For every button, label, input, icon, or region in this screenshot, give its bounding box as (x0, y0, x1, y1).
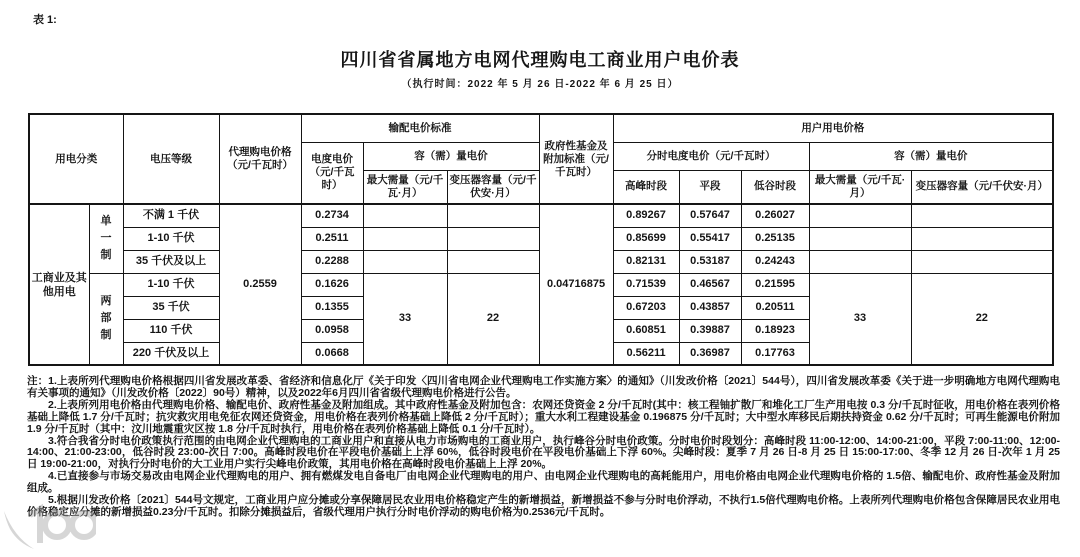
empty-cell (363, 250, 447, 273)
header-user-price: 用户用电价格 (613, 114, 1053, 142)
header-capacity-price: 容（需）量电价 (363, 142, 539, 170)
flat-price-cell: 0.46567 (679, 273, 741, 296)
flat-price-cell: 0.43857 (679, 296, 741, 319)
price-table (28, 113, 1054, 366)
flat-price-cell: 0.39887 (679, 319, 741, 342)
empty-cell (911, 250, 1053, 273)
empty-cell (363, 204, 447, 227)
voltage-cell: 220 千伏及以上 (123, 342, 219, 365)
table-label: 表 1: (33, 14, 57, 26)
header-user-max-demand: 最大需量（元/千瓦·月） (809, 170, 911, 204)
peak-price-cell: 0.56211 (613, 342, 679, 365)
transformer-capacity-cell: 22 (447, 273, 539, 365)
voltage-cell: 不满 1 千伏 (123, 204, 219, 227)
note-item: 注：1.上表所列代理购电价格根据四川省发展改革委、省经济和信息化厅《关于印发〈四川省电网企业代理购电工作实施方案〉的通知》（川发改价格〔2021〕544号），四川省发展改革委《关于进一步明确地方电网代理购电有关事项的通知》（川发改价格〔2022〕90号）精神，以及2022年6月四川省省级代理购电价格进行公告。 (27, 375, 1060, 399)
header-user-transformer-capacity: 变压器容量（元/千伏安·月） (911, 170, 1053, 204)
header-voltage-level: 电压等级 (123, 114, 219, 204)
header-max-demand: 最大需量（元/千瓦·月） (363, 170, 447, 204)
max-demand-cell: 33 (363, 273, 447, 365)
header-peak: 高峰时段 (613, 170, 679, 204)
usage-class-cell: 工商业及其他用电 (29, 204, 89, 365)
empty-cell (911, 227, 1053, 250)
valley-price-cell: 0.26027 (741, 204, 809, 227)
peak-price-cell: 0.89267 (613, 204, 679, 227)
voltage-cell: 1-10 千伏 (123, 273, 219, 296)
title-block (0, 0, 1080, 90)
valley-price-cell: 0.21595 (741, 273, 809, 296)
table-row (29, 204, 1053, 227)
agent-price-cell: 0.2559 (219, 204, 301, 365)
header-tou-energy-price: 分时电度电价（元/千瓦时） (613, 142, 809, 170)
header-agent-price: 代理购电价格（元/千瓦时） (219, 114, 301, 204)
header-capacity-price-user: 容（需）量电价 (809, 142, 1053, 170)
peak-price-cell: 0.67203 (613, 296, 679, 319)
header-transmission-std: 输配电价标准 (301, 114, 539, 142)
peak-price-cell: 0.82131 (613, 250, 679, 273)
table-wrap (0, 113, 1080, 366)
valley-price-cell: 0.20511 (741, 296, 809, 319)
empty-cell (809, 204, 911, 227)
page-subtitle: （执行时间：2022 年 5 月 26 日-2022 年 6 月 25 日） (401, 79, 679, 90)
flat-price-cell: 0.36987 (679, 342, 741, 365)
energy-price-cell: 0.1355 (301, 296, 363, 319)
header-flat: 平段 (679, 170, 741, 204)
note-item: 3.符合我省分时电价政策执行范围的由电网企业代理购电的工商业用户和直接从电力市场购电的工商业用户，执行峰谷分时电价政策。分时电价时段划分：高峰时段 11:00-12:00、14:00-21:00，平段 7:00-11:00、12:00-14:00、21:00-23:00，低谷时段 23:00-次日 7:00。高峰时段电价在平段电价基础上上浮 60%，低谷时段电价在平段电价基础上下浮 60%。尖峰时段：夏季 7 月 26 日-8 月 25 日 15:00-17:00、冬季 12 月 26 日-次年 1 月 25 日 19:00-21:00，对执行分时电价的大工业用户实行尖峰电价政策，其用电价格在高峰时段电价基础上上浮 20%。 (27, 434, 1060, 471)
flat-price-cell: 0.57647 (679, 204, 741, 227)
notes-block (0, 376, 1080, 519)
empty-cell (447, 204, 539, 227)
empty-cell (363, 227, 447, 250)
valley-price-cell: 0.25135 (741, 227, 809, 250)
header-valley: 低谷时段 (741, 170, 809, 204)
flat-price-cell: 0.53187 (679, 250, 741, 273)
peak-price-cell: 0.71539 (613, 273, 679, 296)
note-item: 2.上表所列用电价格由代理购电价格、输配电价、政府性基金及附加组成。其中政府性基金及附加包含：农网还贷资金 2 分/千瓦时(其中：核工程铀扩散厂和堆化工厂生产用电按 0.3 分/千瓦时征收，用电价格在表列价格基础上降低 1.7 分/千瓦时；抗灾救灾用电免征农网还贷资金，用电价格在表列价格基础上降低 2 分/千瓦时）；重大水利工程建设基金 0.196875 分/千瓦时；大中型水库移民后期扶持资金 0.62 分/千瓦时；可再生能源电价附加 1.9 分/千瓦时（其中：汶川地震重灾区按 1.8 分/千瓦时执行，用电价格在表列价格基础上降低 0.1 分/千瓦时）。 (27, 398, 1060, 435)
header-energy-price: 电度电价（元/千瓦时） (301, 142, 363, 204)
energy-price-cell: 0.2734 (301, 204, 363, 227)
system-single-cell: 单一制 (89, 204, 123, 273)
voltage-cell: 110 千伏 (123, 319, 219, 342)
energy-price-cell: 0.2288 (301, 250, 363, 273)
empty-cell (809, 227, 911, 250)
header-usage-class: 用电分类 (29, 114, 123, 204)
header-gov-fund: 政府性基金及附加标准（元/千瓦时） (539, 114, 613, 204)
note-item: 4.已直接参与市场交易改由电网企业代理购电的用户、拥有燃煤发电自备电厂由电网企业代理购电的用户、由电网企业代理购电的高耗能用户，用电价格由电网企业代理购电价格的 1.5倍、输配电价、政府性基金及附加组成。 (27, 470, 1060, 495)
valley-price-cell: 0.24243 (741, 250, 809, 273)
flat-price-cell: 0.55417 (679, 227, 741, 250)
note-item: 5.根据川发改价格〔2021〕544号文规定，工商业用户应分摊或分享保障居民农业用电价格稳定产生的新增损益，新增损益不参与分时电价浮动，不执行1.5倍代理购电价格。上表所列代理购电价格包含保障居民农业用电价格稳定应分摊的新增损益0.23分/千瓦时。扣除分摊损益后，省级代理用户执行分时电价浮动的购电价格为0.2536元/千瓦时。 (27, 494, 1060, 518)
header-transformer-capacity: 变压器容量（元/千伏安·月） (447, 170, 539, 204)
energy-price-cell: 0.1626 (301, 273, 363, 296)
empty-cell (447, 227, 539, 250)
valley-price-cell: 0.17763 (741, 342, 809, 365)
voltage-cell: 35 千伏 (123, 296, 219, 319)
energy-price-cell: 0.2511 (301, 227, 363, 250)
peak-price-cell: 0.60851 (613, 319, 679, 342)
empty-cell (911, 204, 1053, 227)
voltage-cell: 35 千伏及以上 (123, 250, 219, 273)
page-title: 四川省省属地方电网代理购电工商业用户电价表 (340, 50, 740, 70)
user-transformer-capacity-cell: 22 (911, 273, 1053, 365)
peak-price-cell: 0.85699 (613, 227, 679, 250)
empty-cell (809, 250, 911, 273)
empty-cell (447, 250, 539, 273)
gov-fund-cell: 0.04716875 (539, 204, 613, 365)
valley-price-cell: 0.18923 (741, 319, 809, 342)
system-two-part-cell: 两部制 (89, 273, 123, 365)
energy-price-cell: 0.0958 (301, 319, 363, 342)
voltage-cell: 1-10 千伏 (123, 227, 219, 250)
energy-price-cell: 0.0668 (301, 342, 363, 365)
user-max-demand-cell: 33 (809, 273, 911, 365)
